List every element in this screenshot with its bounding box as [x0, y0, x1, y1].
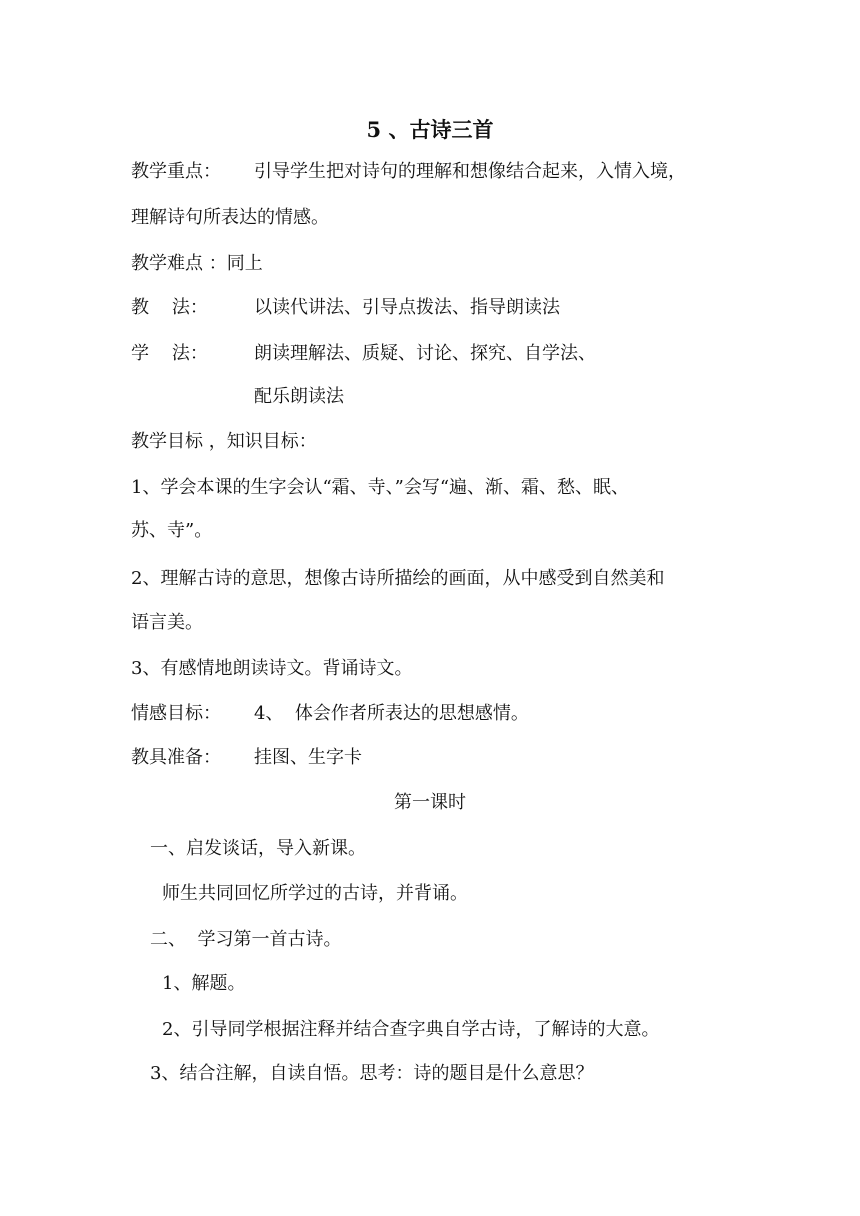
step-2-item-2: 2、引导同学根据注释并结合查字典自学古诗，了解诗的大意。: [162, 1019, 660, 1040]
emotion-goal-text: 4、 体会作者所表达的思想感情。: [254, 703, 529, 724]
goal-1: 1、学会本课的生字会认“霜、寺、”会写“遍、渐、霜、愁、眠、: [131, 477, 630, 498]
document-title: 5 、古诗三首: [366, 117, 494, 142]
goal-3: 3、有感情地朗读诗文。背诵诗文。: [131, 658, 413, 679]
learning-method-label: 学 法：: [131, 343, 208, 364]
goal-1-continued: 苏、寺”。: [131, 520, 213, 541]
goal-2: 2、理解古诗的意思，想像古诗所描绘的画面，从中感受到自然美和: [131, 568, 665, 589]
learning-method-text: 朗读理解法、质疑、讨论、探究、自学法、: [254, 343, 596, 364]
step-1-detail: 师生共同回忆所学过的古诗，并背诵。: [162, 883, 468, 904]
tools-text: 挂图、生字卡: [254, 747, 362, 768]
step-2-item-3: 3、结合注解，自读自悟。思考：诗的题目是什么意思？: [150, 1063, 594, 1084]
step-2: 二、 学习第一首古诗。: [150, 929, 342, 950]
step-2-item-1: 1、解题。: [162, 973, 246, 994]
tools-label: 教具准备：: [131, 747, 221, 768]
key-point-label: 教学重点：: [131, 161, 221, 182]
goals-heading: 教学目标 ，知识目标：: [131, 431, 317, 452]
teaching-method-label: 教 法：: [131, 297, 208, 318]
step-1: 一、启发谈话，导入新课。: [150, 838, 366, 859]
teaching-method-text: 以读代讲法、引导点拨法、指导朗读法: [254, 297, 560, 318]
learning-method-text-continued: 配乐朗读法: [254, 386, 344, 407]
key-point-text: 引导学生把对诗句的理解和想像结合起来，入情入境，: [254, 161, 686, 182]
lesson-heading: 第一课时: [394, 792, 466, 813]
difficulty-line: 教学难点 ：同上: [131, 253, 263, 274]
emotion-goal-label: 情感目标：: [131, 703, 221, 724]
goal-2-continued: 语言美。: [131, 612, 203, 633]
key-point-text-continued: 理解诗句所表达的情感。: [131, 207, 329, 228]
